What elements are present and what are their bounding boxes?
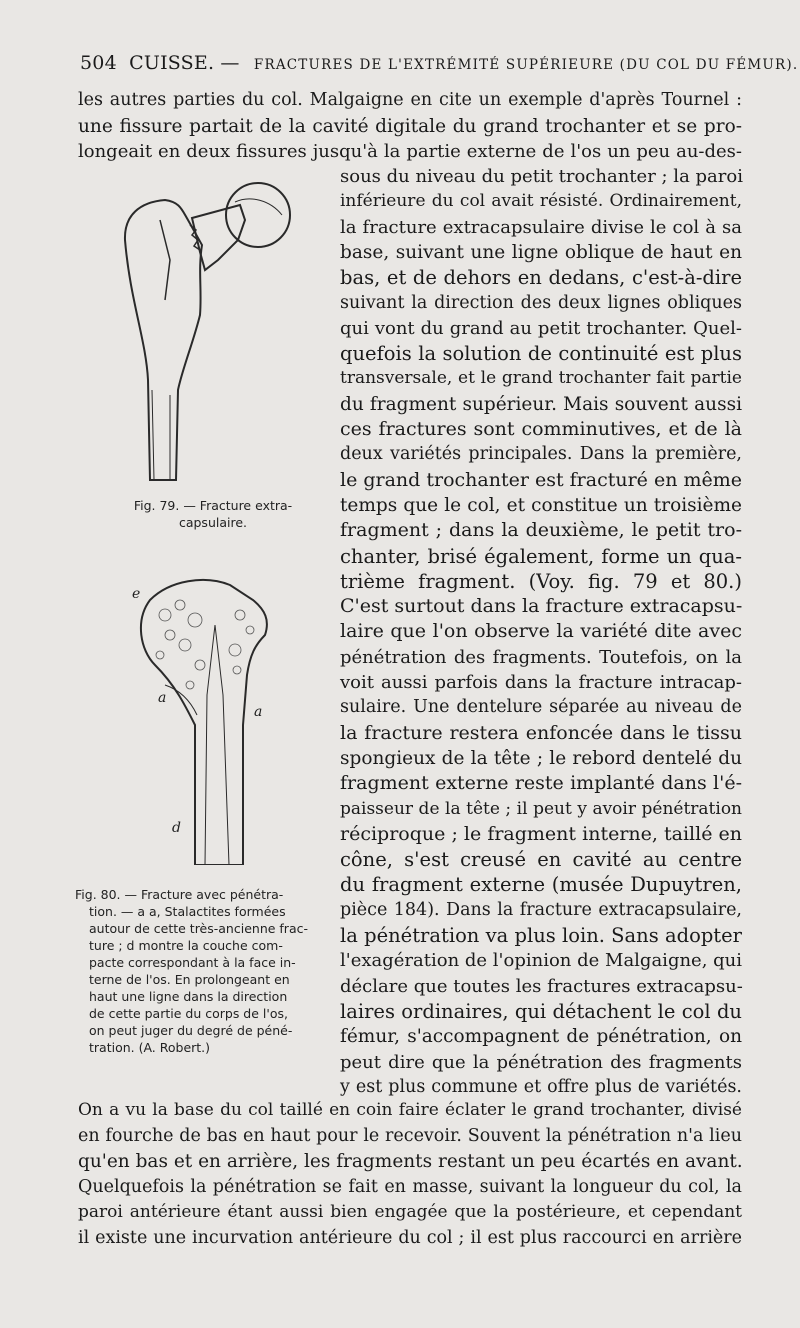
caption-line: tion. — a a, Stalactites formées	[89, 904, 286, 919]
figure-80-label-e: e	[132, 586, 141, 602]
figure-80-label-d: d	[172, 820, 181, 836]
text-line: temps que le col, et constitue un troisième	[340, 494, 742, 516]
caption-line: ture ; d montre la couche com-	[89, 938, 283, 953]
figure-79-caption	[108, 497, 318, 531]
text-line: voit aussi parfois dans la fracture intracap-	[340, 672, 742, 693]
text-line: en fourche de bas en haut pour le recevoir. Souvent la pénétration n'a lieu	[78, 1125, 742, 1146]
text-line: une fissure partait de la cavité digitale du grand trochanter et se pro-	[78, 115, 742, 137]
running-header	[80, 52, 799, 74]
text-line: spongieux de la tête ; le rebord dentelé du	[340, 747, 742, 769]
text-line: Quelquefois la pénétration se fait en masse, suivant la longueur du col, la	[78, 1176, 742, 1197]
text-line: paisseur de la tête ; il peut y avoir pénétration	[340, 798, 742, 819]
text-line: cône, s'est creusé en cavité au centre	[340, 848, 742, 872]
text-line: inférieure du col avait résisté. Ordinairement,	[340, 191, 742, 212]
text-line: le grand trochanter est fracturé en même	[340, 468, 743, 491]
caption-line: Fig. 80. — Fracture avec pénétra-	[75, 887, 284, 902]
text-line: fragment ; dans la deuxième, le petit tro-	[340, 519, 742, 542]
text-line: suivant la direction des deux lignes obliques	[340, 292, 742, 313]
figure-80-label-a-right: a	[254, 704, 263, 720]
text-line: sous du niveau du petit trochanter ; la paroi	[340, 166, 743, 187]
text-line: base, suivant une ligne oblique de haut en	[340, 241, 742, 263]
text-line: sulaire. Une dentelure séparée au niveau de	[340, 697, 742, 718]
text-line: il existe une incurvation antérieure du col ; il est plus raccourci en arrière	[78, 1227, 742, 1248]
caption-line: pacte correspondant à la face in-	[89, 955, 296, 970]
text-line: qu'en bas et en arrière, les fragments restant un peu écartés en avant.	[78, 1151, 743, 1172]
caption-line: de cette partie du corps de l'os,	[89, 1006, 288, 1021]
text-line: la pénétration va plus loin. Sans adopter	[340, 924, 742, 947]
text-line: les autres parties du col. Malgaigne en cite un exemple d'après Tournel :	[78, 90, 742, 110]
figure-80-label-a-left: a	[158, 690, 167, 706]
text-line: du fragment externe (musée Dupuytren,	[340, 873, 742, 897]
text-line: bas, et de dehors en dedans, c'est-à-dire	[340, 266, 742, 290]
text-line: laire que l'on observe la variété dite avec	[340, 620, 742, 643]
caption-line: haut une ligne dans la direction	[89, 989, 288, 1004]
page-number: 504	[80, 52, 117, 74]
text-line: longeait en deux fissures jusqu'à la partie externe de l'os un peu au-des-	[78, 141, 742, 162]
text-line: fémur, s'accompagnent de pénétration, on	[340, 1026, 742, 1048]
header-section: CUISSE. —	[129, 52, 240, 74]
text-line: l'exagération de l'opinion de Malgaigne, qui	[340, 950, 743, 972]
caption-line: autour de cette très-ancienne frac-	[89, 921, 308, 936]
figure-79-illustration	[110, 180, 310, 490]
text-line: y est plus commune et offre plus de variétés.	[340, 1076, 742, 1097]
text-line: C'est surtout dans la fracture extracapsu-	[340, 595, 743, 618]
text-line: la fracture extracapsulaire divise le col à sa	[340, 216, 742, 238]
text-line: qui vont du grand au petit trochanter. Quel-	[340, 317, 742, 339]
text-line: réciproque ; le fragment interne, taillé en	[340, 822, 742, 845]
text-line: pièce 184). Dans la fracture extracapsulaire,	[340, 899, 742, 920]
text-line: chanter, brisé également, forme un qua-	[340, 544, 742, 568]
caption-line: tration. (A. Robert.)	[89, 1040, 211, 1055]
text-line: quefois la solution de continuité est plus	[340, 342, 742, 366]
caption-line: on peut juger du degré de péné-	[89, 1023, 293, 1038]
text-line: transversale, et le grand trochanter fait partie	[340, 368, 742, 389]
text-line: ces fractures sont comminutives, et de là	[340, 418, 742, 440]
text-line: On a vu la base du col taillé en coin faire éclater le grand trochanter, divisé	[78, 1100, 742, 1120]
text-line: paroi antérieure étant aussi bien engagée que la postérieure, et cependant	[78, 1202, 742, 1222]
text-line: laires ordinaires, qui détachent le col du	[340, 999, 742, 1023]
text-line: trième fragment. (Voy. fig. 79 et 80.)	[340, 569, 742, 593]
caption-line: capsulaire.	[178, 515, 248, 530]
figure-80-caption	[75, 886, 325, 1056]
header-subsection: FRACTURES DE L'EXTRÉMITÉ SUPÉRIEURE (DU COL DU FÉMUR).	[253, 57, 799, 73]
text-line: déclare que toutes les fractures extracapsu-	[340, 975, 743, 997]
text-line: du fragment supérieur. Mais souvent aussi	[340, 393, 742, 415]
text-line: pénétration des fragments. Toutefois, on la	[340, 646, 742, 668]
text-line: peut dire que la pénétration des fragments	[340, 1051, 742, 1073]
caption-line: terne de l'os. En prolongeant en	[89, 972, 290, 987]
text-line: fragment externe reste implanté dans l'é-	[340, 772, 742, 795]
text-line: deux variétés principales. Dans la première,	[340, 444, 742, 465]
text-line: la fracture restera enfoncée dans le tissu	[340, 721, 742, 744]
caption-line: Fig. 79. — Fracture extra-	[133, 498, 293, 513]
